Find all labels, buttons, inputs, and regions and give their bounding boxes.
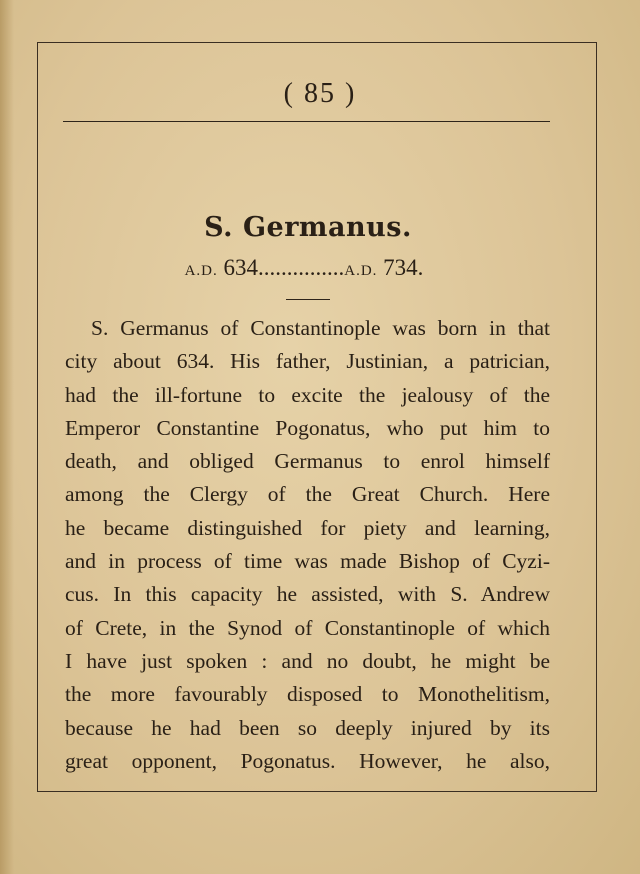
text-line: I have just spoken : and no doubt, he might be — [65, 648, 550, 673]
heading-divider — [286, 299, 330, 300]
start-year: 634 — [223, 255, 258, 280]
page-number: ( 85 ) — [283, 78, 357, 109]
body-paragraph — [65, 312, 550, 778]
section-heading: S. Germanus. — [204, 212, 412, 243]
text-line: Emperor Constantine Pogonatus, who put him to — [65, 415, 550, 440]
text-line: among the Clergy of the Great Church. Here — [65, 482, 550, 507]
dot-leader: ............... — [258, 255, 345, 280]
page-edge-shadow — [0, 0, 14, 874]
end-year: 734. — [383, 255, 424, 280]
text-line: S. Germanus of Constantinople was born in that — [91, 316, 550, 340]
text-line: cus. In this capacity he assisted, with S. Andrew — [65, 582, 550, 607]
text-line: city about 634. His father, Justinian, a patrician, — [65, 349, 550, 374]
text-line: of Crete, in the Synod of Constantinople of which — [65, 615, 550, 640]
text-line: because he had been so deeply injured by its — [65, 715, 550, 740]
text-line: great opponent, Pogonatus. However, he also, — [65, 748, 550, 773]
start-era-label: A.D. — [184, 263, 218, 279]
date-range — [0, 255, 608, 281]
text-line: and in process of time was made Bishop of Cyzi- — [65, 549, 550, 574]
end-era-label: A.D. — [344, 263, 378, 279]
text-line: he became distinguished for piety and learning, — [65, 515, 550, 540]
text-line: death, and obliged Germanus to enrol himself — [65, 449, 550, 474]
text-line: had the ill-fortune to excite the jealousy of the — [65, 382, 550, 407]
header-rule — [63, 121, 550, 122]
text-line: the more favourably disposed to Monothelitism, — [65, 682, 550, 707]
